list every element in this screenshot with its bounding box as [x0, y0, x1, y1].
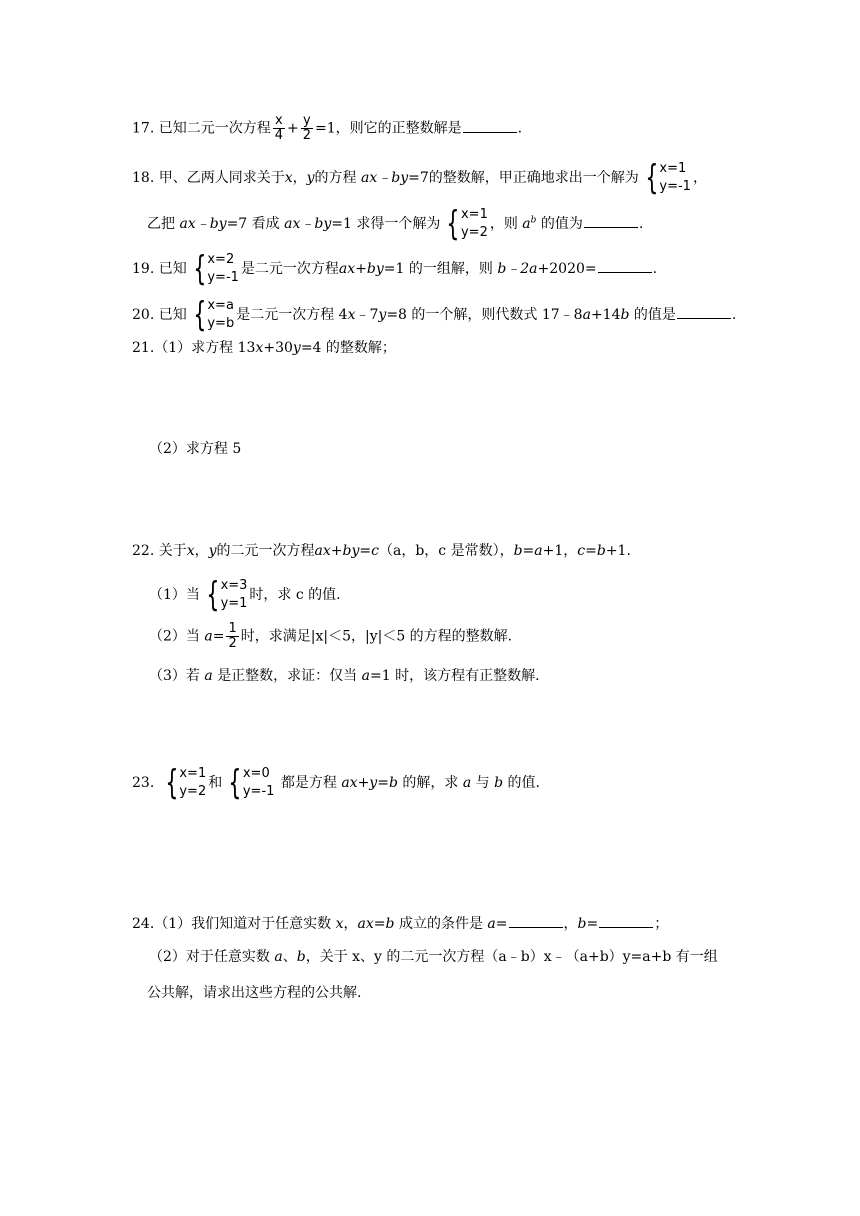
- q24-text: 成立的条件是: [398, 916, 483, 932]
- q21-text: =4 的整数解；: [300, 340, 396, 356]
- q22-text: （2）当: [149, 628, 200, 645]
- q23-number: 23.: [132, 775, 155, 791]
- left-brace-icon: {: [206, 575, 220, 615]
- expression: ax+by: [314, 543, 360, 559]
- q20-text: 是二元一次方程 4: [236, 307, 348, 323]
- q20-text: 已知: [158, 307, 187, 323]
- var-b: b: [596, 543, 606, 559]
- var-a: a: [204, 668, 213, 684]
- left-brace-icon: {: [446, 204, 460, 244]
- var-b: b: [577, 916, 587, 932]
- q24-text: ，: [563, 916, 578, 932]
- question-24-part-2-line-2: [147, 983, 361, 1003]
- question-21-part-2: [149, 439, 241, 459]
- q17-text-post: =1，则它的正整数解是: [315, 120, 462, 137]
- expression: ax+by: [338, 261, 384, 277]
- expression: ax+y: [341, 775, 378, 791]
- q19-text: 已知: [158, 261, 187, 277]
- var-b: b: [388, 775, 398, 791]
- q22-text: 关于: [158, 543, 187, 559]
- period: .: [638, 216, 644, 232]
- var-b: b: [620, 307, 630, 323]
- var-a: a: [534, 543, 543, 559]
- q22-text: 时，求满足|x|＜5，|y|＜5 的方程的整数解.: [240, 628, 513, 645]
- q24-text: =: [495, 916, 508, 932]
- var-b: b: [494, 775, 504, 791]
- question-23: [132, 765, 540, 801]
- period: .: [731, 307, 737, 323]
- question-24: [132, 913, 668, 934]
- left-brace-icon: {: [165, 763, 179, 803]
- expression: ax﹣by: [284, 216, 332, 232]
- q22-text: 的二元一次方程: [216, 543, 315, 559]
- var-c: c: [371, 543, 379, 559]
- var-x: x: [186, 543, 195, 559]
- left-brace-icon: {: [645, 158, 659, 198]
- var-c: c: [577, 543, 586, 559]
- fraction-y-over-2: $\frac{y}{2}$: [302, 113, 312, 143]
- var-x: x: [347, 307, 356, 323]
- q22-text: +1，: [542, 543, 578, 559]
- q18-text: =7的整数解，甲正确地求出一个解为: [408, 170, 639, 186]
- comma: ，: [692, 170, 707, 186]
- var-a: a: [582, 307, 591, 323]
- q22-text: 是正整数，求证：仅当: [217, 668, 358, 684]
- q20-text: ﹣7: [355, 307, 379, 323]
- q20-number: 20.: [132, 307, 155, 323]
- q23-text: 都是方程: [280, 775, 337, 791]
- answer-blank-a[interactable]: [509, 913, 563, 928]
- fraction-one-half: $\frac{1}{2}$: [228, 621, 237, 651]
- q24-text: 公共解，请求出这些方程的公共解.: [147, 985, 362, 1001]
- var-a: a: [487, 916, 496, 932]
- answer-blank[interactable]: [677, 304, 731, 319]
- period: .: [652, 261, 658, 277]
- question-22-part-1: [149, 577, 341, 613]
- q24-text: ；: [654, 916, 669, 932]
- q24-text: =: [373, 916, 386, 932]
- q23-text: 的解，求: [402, 775, 459, 791]
- var-x: x: [284, 170, 293, 186]
- var-y: y: [208, 543, 217, 559]
- equation-system: { x=1 y=2: [446, 204, 488, 244]
- var-y: y: [378, 307, 387, 323]
- q22-text: （1）当: [149, 587, 200, 603]
- equation-system: { x=3 y=1: [206, 575, 248, 615]
- question-18: [132, 160, 707, 196]
- comma: ，: [194, 543, 209, 559]
- var-a: a: [204, 628, 213, 645]
- q18-text: =1 求得一个解为: [331, 216, 441, 232]
- q23-text: 和: [208, 775, 223, 791]
- left-brace-icon: {: [193, 295, 207, 335]
- q19-number: 19.: [132, 261, 155, 277]
- period: .: [517, 120, 523, 137]
- q24-text: （2）对于任意实数: [149, 949, 270, 965]
- question-24-part-2: [149, 947, 718, 967]
- q22-text: =: [585, 543, 597, 559]
- q20-text: +14: [590, 307, 621, 323]
- q19-text: +2020=: [537, 261, 597, 277]
- q24-text: ，关于 x、y 的二元一次方程（a﹣b）x﹣（a+b）y=a+b 有一组: [305, 949, 718, 965]
- expression: ax: [357, 916, 374, 932]
- question-21: [132, 338, 396, 358]
- var-b: b: [296, 949, 306, 965]
- var-a: a: [462, 775, 472, 791]
- question-20: [132, 297, 736, 333]
- question-22-part-3: [149, 666, 540, 686]
- answer-blank-b[interactable]: [599, 913, 653, 928]
- q18-text: 甲、乙两人同求关于: [158, 170, 285, 186]
- left-brace-icon: {: [228, 763, 242, 803]
- question-22: [132, 541, 631, 561]
- q18-number: 18.: [132, 170, 155, 186]
- q23-text: 的值.: [507, 775, 540, 791]
- comma: ，: [292, 170, 307, 186]
- var-a: a: [361, 668, 370, 684]
- q22-text: （a，b，c 是常数），: [378, 543, 514, 559]
- q20-text: 的值是: [633, 307, 676, 323]
- q22-text: +1.: [605, 543, 631, 559]
- q17-number: 17.: [132, 120, 155, 137]
- q24-number: 24.: [132, 916, 155, 932]
- equation-system: { x=a y=b: [193, 295, 235, 335]
- q22-text: 时，求 c 的值.: [249, 587, 341, 603]
- q18-text: 的方程: [314, 170, 357, 186]
- var-a: a: [274, 949, 283, 965]
- q24-text: 、: [282, 949, 297, 965]
- answer-blank[interactable]: [598, 258, 652, 273]
- q22-text: =: [522, 543, 535, 559]
- q18-text: =7 看成: [226, 216, 280, 232]
- q23-text: 与: [475, 775, 490, 791]
- power-a-b: $a^b$: [522, 215, 537, 232]
- equation-system: { x=1 y=2: [165, 763, 207, 803]
- q20-text: =8 的一个解，则代数式 17﹣8: [386, 307, 583, 323]
- q18-text: 乙把: [147, 216, 175, 232]
- equation-system: { x=2 y=-1: [193, 249, 239, 289]
- question-19: [132, 251, 657, 287]
- q22-text: =: [359, 543, 372, 559]
- var-b: b: [385, 916, 395, 932]
- q21-part-2-text: （2）求方程 5: [149, 441, 242, 457]
- q24-text: （1）我们知道对于任意实数: [154, 916, 332, 932]
- var-x: x: [255, 340, 264, 356]
- q22-text: =: [212, 628, 225, 645]
- q17-text-pre: 已知二元一次方程: [158, 120, 271, 137]
- q18-text: 的值为: [540, 216, 583, 232]
- expression: b﹣2a: [497, 261, 538, 277]
- q21-number: 21.: [132, 340, 155, 356]
- expression: ax﹣by: [179, 216, 227, 232]
- var-b: b: [513, 543, 523, 559]
- q23-text: =: [377, 775, 389, 791]
- q24-text: ，: [343, 916, 358, 932]
- left-brace-icon: {: [193, 249, 207, 289]
- answer-blank[interactable]: [463, 118, 517, 133]
- q18-text: ，则: [489, 216, 518, 232]
- q21-part-1: （1）求方程 13: [154, 340, 256, 356]
- var-y: y: [292, 340, 301, 356]
- q19-text: =1 的一组解，则: [383, 261, 493, 277]
- answer-blank[interactable]: [584, 213, 638, 228]
- var-y: y: [306, 170, 315, 186]
- question-22-part-2: [149, 622, 512, 651]
- q24-text: =: [586, 916, 599, 932]
- q19-text: 是二元一次方程: [240, 261, 339, 277]
- q22-text: =1 时，该方程有正整数解.: [370, 668, 540, 684]
- q22-number: 22.: [132, 543, 155, 559]
- equation-system: { x=1 y=-1: [645, 158, 691, 198]
- fraction-x-over-4: $\frac{x}{4}$: [274, 113, 283, 143]
- var-x: x: [335, 916, 344, 932]
- q22-text: （3）若: [149, 668, 200, 684]
- question-17: [132, 114, 522, 143]
- expression: ax﹣by: [361, 170, 409, 186]
- q21-text: +30: [263, 340, 293, 356]
- question-18-line-2: [147, 206, 643, 242]
- plus-sign: +: [287, 120, 299, 137]
- equation-system: { x=0 y=-1: [228, 763, 275, 803]
